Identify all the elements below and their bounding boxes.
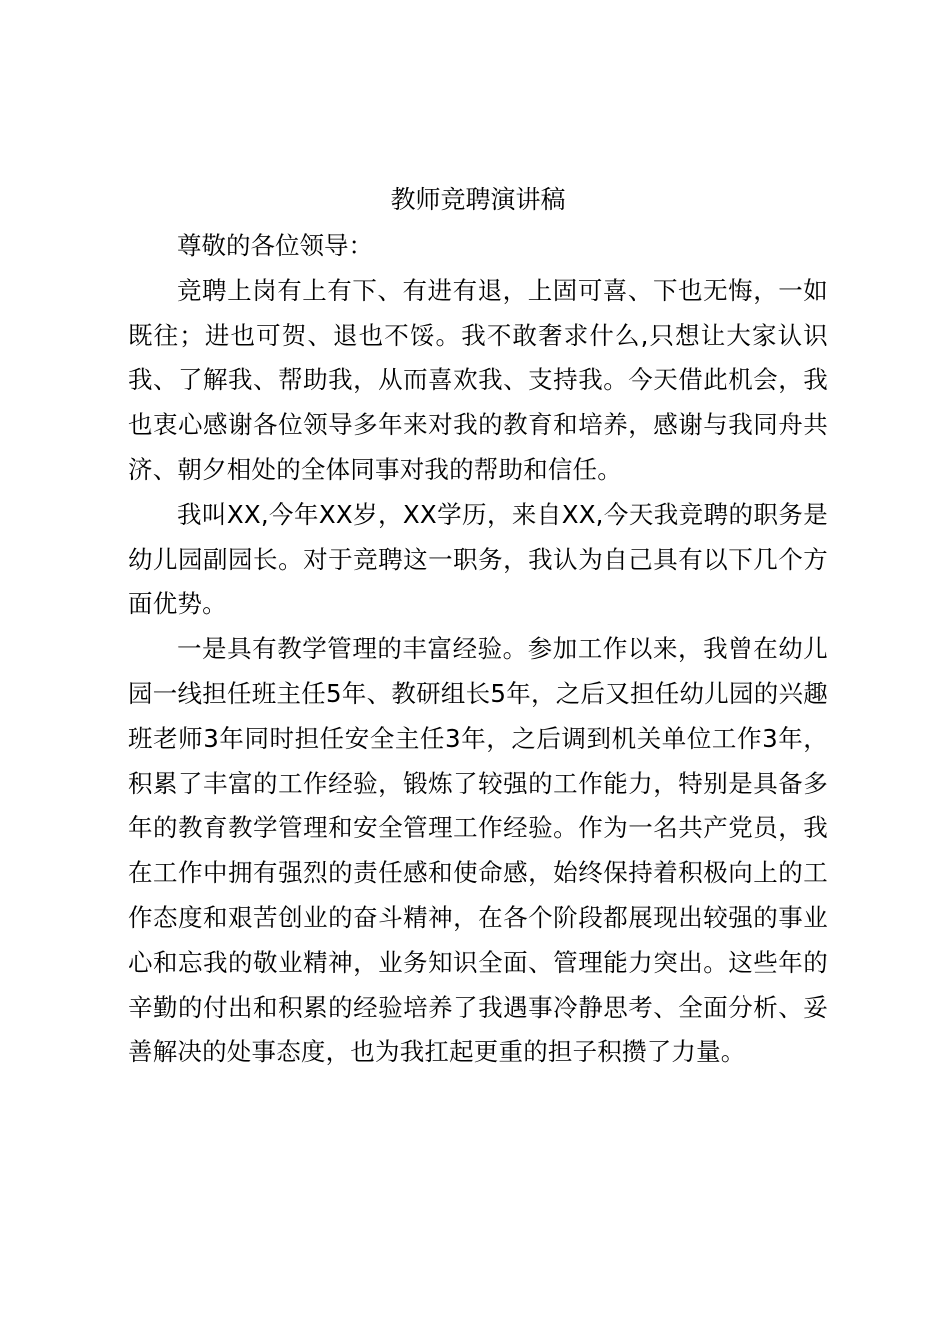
paragraph-advantage-one: 一是具有教学管理的丰富经验。参加工作以来，我曾在幼儿园一线担任班主任5年、教研组长5年，之后又担任幼儿园的兴趣班老师3年同时担任安全主任3年，之后调到机关单位工作3年，积累了丰富的工作经验，锻炼了较强的工作能力，特别是具备多年的教育教学管理和安全管理工作经验。作为一名共产党员，我在工作中拥有强烈的责任感和使命感，始终保持着积极向上的工作态度和艰苦创业的奋斗精神，在各个阶段都展现出较强的事业心和忘我的敬业精神，业务知识全面、管理能力突出。这些年的辛勤的付出和积累的经验培养了我遇事冷静思考、全面分析、妥善解决的处事态度，也为我扛起更重的担子积攒了力量。	[128, 634, 828, 1067]
document-title: 教师竞聘演讲稿	[390, 185, 566, 214]
document-page	[128, 178, 828, 1075]
paragraph-opening: 竞聘上岗有上有下、有进有退，上固可喜、下也无悔，一如既往；进也可贺、退也不馁。我不敢奢求什么,只想让大家认识我、了解我、帮助我，从而喜欢我、支持我。今天借此机会，我也衷心感谢各位领导多年来对我的教育和培养，感谢与我同舟共济、朝夕相处的全体同事对我的帮助和信任。	[128, 275, 828, 484]
salutation: 尊敬的各位领导：	[177, 231, 373, 260]
paragraph-introduction: 我叫XX,今年XX岁，XX学历，来自XX,今天我竞聘的职务是幼儿园副园长。对于竞聘这一职务，我认为自己具有以下几个方面优势。	[128, 499, 828, 619]
